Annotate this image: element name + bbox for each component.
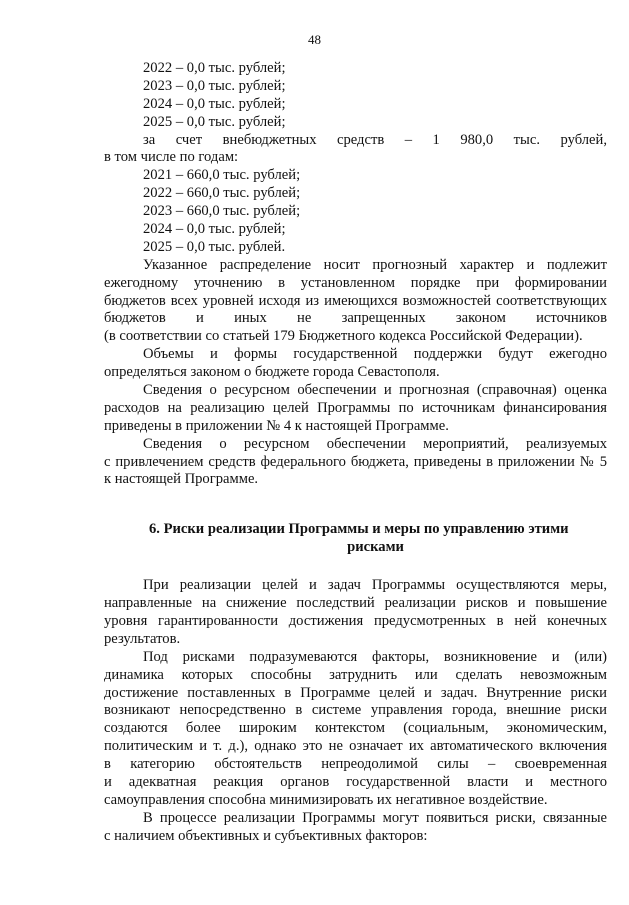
text-line: приведены в приложении № 4 к настоящей Программе. <box>104 417 449 434</box>
section-heading <box>104 521 607 557</box>
text-line: определяться законом о бюджете города Севастополя. <box>104 364 440 381</box>
text-line: 2022 – 0,0 тыс. рублей; <box>143 60 286 76</box>
text-line: за счет внебюджетных средств – 1 980,0 тыс. рублей, <box>143 131 607 148</box>
text-line: В процессе реализации Программы могут появиться риски, связанные <box>143 809 607 826</box>
text-line: Под рисками подразумеваются факторы, возникновение и (или) <box>143 648 607 665</box>
text-line: (в соответствии со статьей 179 Бюджетного кодекса Российской Федерации). <box>104 328 583 345</box>
text-line: 2025 – 0,0 тыс. рублей; <box>143 113 286 130</box>
section-heading-line: рисками <box>347 539 404 556</box>
text-line: в категорию обстоятельств непреодолимой силы – своевременная <box>104 756 607 773</box>
text-line: Указанное распределение носит прогнозный характер и подлежит <box>143 256 607 273</box>
text-line: 2021 – 660,0 тыс. рублей; <box>143 167 301 184</box>
text-line: самоуправления способна минимизировать их негативное воздействие. <box>104 791 548 808</box>
text-line: направленные на снижение последствий реализации рисков и повышение <box>104 595 607 612</box>
text-line: При реализации целей и задач Программы осуществляются меры, <box>143 577 607 594</box>
text-line: результатов. <box>104 630 181 647</box>
text-line: и адекватная реакция органов государственной власти и местного <box>104 773 607 790</box>
text-line: 2024 – 0,0 тыс. рублей; <box>143 95 286 112</box>
text-line: с привлечением средств федерального бюджета, приведены в приложении № 5 <box>104 453 607 470</box>
text-line: 2025 – 0,0 тыс. рублей. <box>143 238 286 255</box>
text-line: бюджетов и иных не запрещенных законом источников <box>104 310 607 327</box>
text-line: ежегодному уточнению в установленном порядке при формировании <box>104 274 607 291</box>
text-line: с наличием объективных и субъективных факторов: <box>104 827 428 844</box>
text-line: бюджетов всех уровней исходя из имеющихся возможностей соответствующих <box>104 292 607 309</box>
text-line: достижение поставленных в Программе целей и задач. Внутренние риски <box>104 684 607 701</box>
text-line: Сведения о ресурсном обеспечении и прогнозная (справочная) оценка <box>143 382 607 399</box>
text-line: 2023 – 660,0 тыс. рублей; <box>143 203 301 220</box>
text-line: возникают непосредственно в системе управления города, внешние риски <box>104 702 607 719</box>
page-number: 48 <box>308 32 321 47</box>
text-line: расходов на реализацию целей Программы по источникам финансирования <box>104 399 607 416</box>
text-line: динамика которых способны затруднить или сделать невозможным <box>104 666 607 683</box>
text-line: уровня гарантированности достижения предусмотренных в ней конечных <box>104 612 607 629</box>
text-line: к настоящей Программе. <box>104 471 259 488</box>
text-line: создаются более широким контекстом (социальным, экономическим, <box>104 720 607 737</box>
text-line: в том числе по годам: <box>104 149 239 166</box>
text-line: Сведения о ресурсном обеспечении мероприятий, реализуемых <box>143 435 607 452</box>
section-body <box>104 577 607 845</box>
text-line: 2024 – 0,0 тыс. рублей; <box>143 221 286 238</box>
text-line: 2022 – 660,0 тыс. рублей; <box>143 185 301 202</box>
text-line: политическим и т. д.), однако это не означает их автоматического включения <box>104 738 607 755</box>
section-heading-line: 6. Риски реализации Программы и меры по управлению этими <box>149 521 569 538</box>
document-body <box>104 60 607 846</box>
text-line: Объемы и формы государственной поддержки будут ежегодно <box>143 346 607 363</box>
text-line: 2023 – 0,0 тыс. рублей; <box>143 77 286 94</box>
